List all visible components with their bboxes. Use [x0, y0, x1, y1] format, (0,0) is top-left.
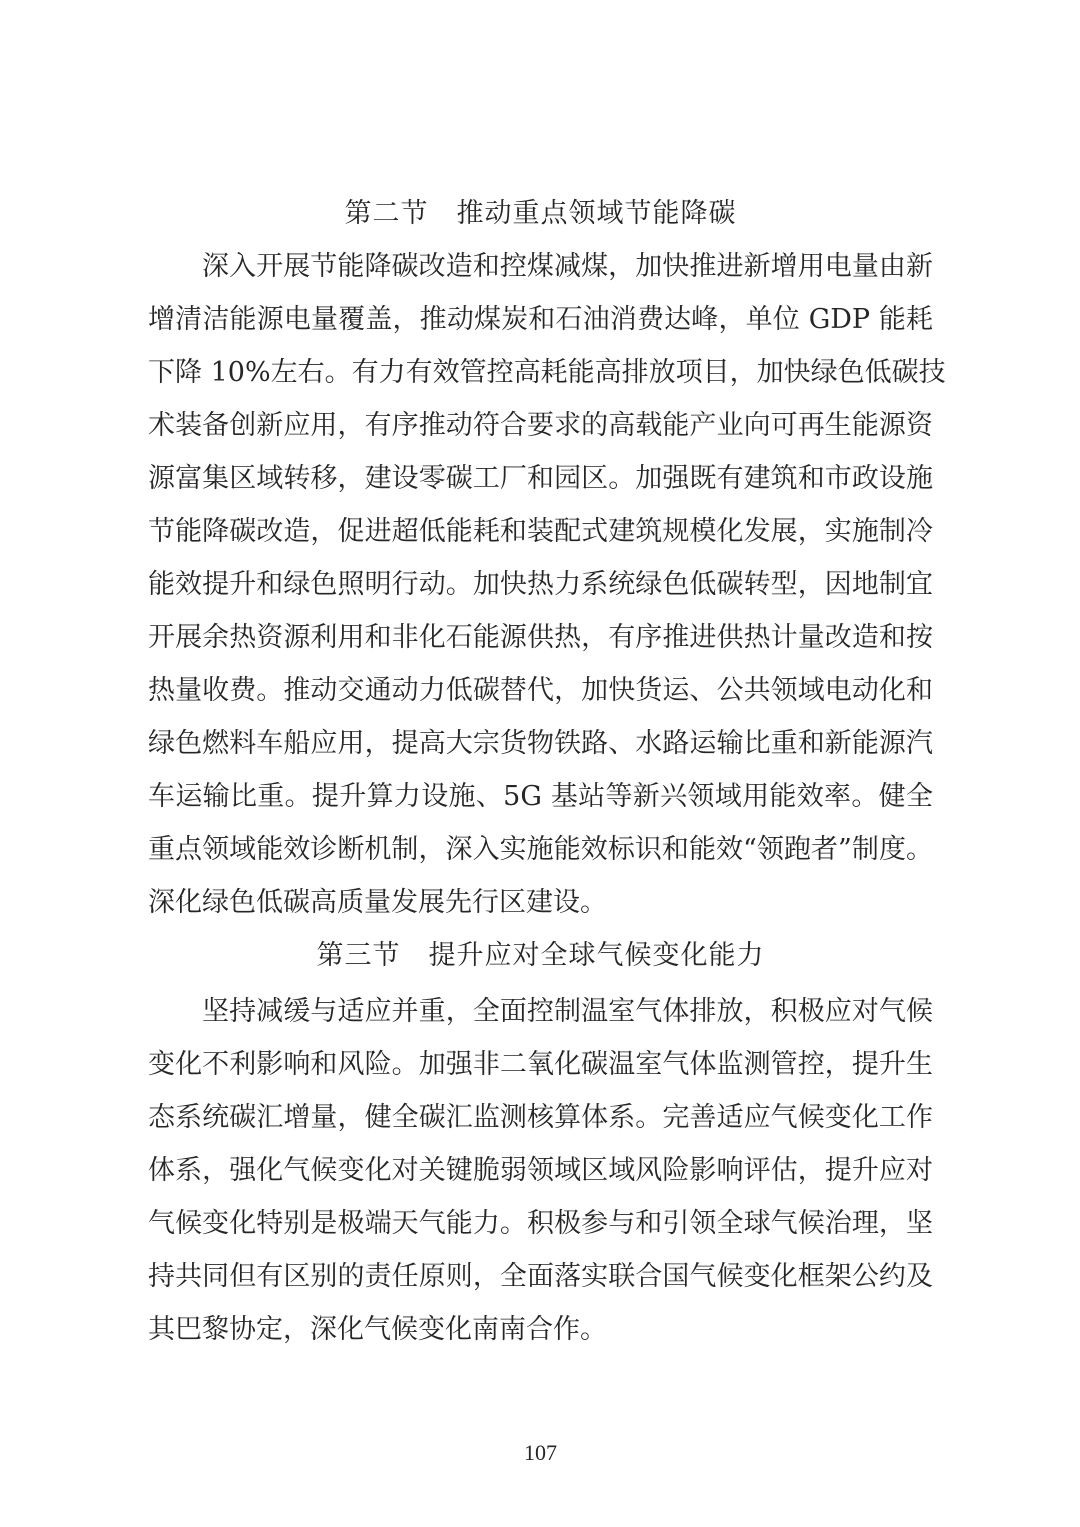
paragraph-line: 增清洁能源电量覆盖，推动煤炭和石油消费达峰，单位 GDP 能耗: [148, 304, 933, 335]
paragraph-line: 重点领域能效诊断机制，深入实施能效标识和能效“领跑者”制度。: [148, 834, 933, 865]
section-3-heading: 第三节 提升应对全球气候变化能力: [316, 940, 765, 971]
paragraph-line: 下降 10%左右。有力有效管控高耗能高排放项目，加快绿色低碳技: [148, 357, 946, 388]
paragraph-line: 开展余热资源利用和非化石能源供热，有序推进供热计量改造和按: [148, 622, 933, 653]
paragraph-line: 节能降碳改造，促进超低能耗和装配式建筑规模化发展，实施制冷: [148, 516, 933, 547]
paragraph-line: 能效提升和绿色照明行动。加快热力系统绿色低碳转型，因地制宜: [148, 569, 933, 600]
paragraph-line: 其巴黎协定，深化气候变化南南合作。: [148, 1314, 607, 1345]
paragraph-line: 体系，强化气候变化对关键脆弱领域区域风险影响评估，提升应对: [148, 1155, 933, 1186]
paragraph-line: 坚持减缓与适应并重，全面控制温室气体排放，积极应对气候: [202, 996, 933, 1027]
paragraph-line: 车运输比重。提升算力设施、5G 基站等新兴领域用能效率。健全: [148, 781, 933, 812]
section-2-heading: 第二节 推动重点领域节能降碳: [344, 198, 737, 229]
paragraph-line: 态系统碳汇增量，健全碳汇监测核算体系。完善适应气候变化工作: [148, 1102, 933, 1133]
document-page: [148, 0, 946, 1527]
paragraph-line: 绿色燃料车船应用，提高大宗货物铁路、水路运输比重和新能源汽: [148, 728, 933, 759]
paragraph-line: 变化不利影响和风险。加强非二氧化碳温室气体监测管控，提升生: [148, 1049, 933, 1080]
paragraph-line: 持共同但有区别的责任原则，全面落实联合国气候变化框架公约及: [148, 1261, 933, 1292]
paragraph-line: 深化绿色低碳高质量发展先行区建设。: [148, 887, 607, 918]
paragraph-line: 术装备创新应用，有序推动符合要求的高载能产业向可再生能源资: [148, 410, 933, 441]
paragraph-line: 热量收费。推动交通动力低碳替代，加快货运、公共领域电动化和: [148, 675, 933, 706]
paragraph-line: 气候变化特别是极端天气能力。积极参与和引领全球气候治理，坚: [148, 1208, 933, 1239]
paragraph-line: 源富集区域转移，建设零碳工厂和园区。加强既有建筑和市政设施: [148, 463, 933, 494]
paragraph-line: 深入开展节能降碳改造和控煤减煤，加快推进新增用电量由新: [202, 251, 933, 282]
page-number: 107: [524, 1440, 557, 1465]
